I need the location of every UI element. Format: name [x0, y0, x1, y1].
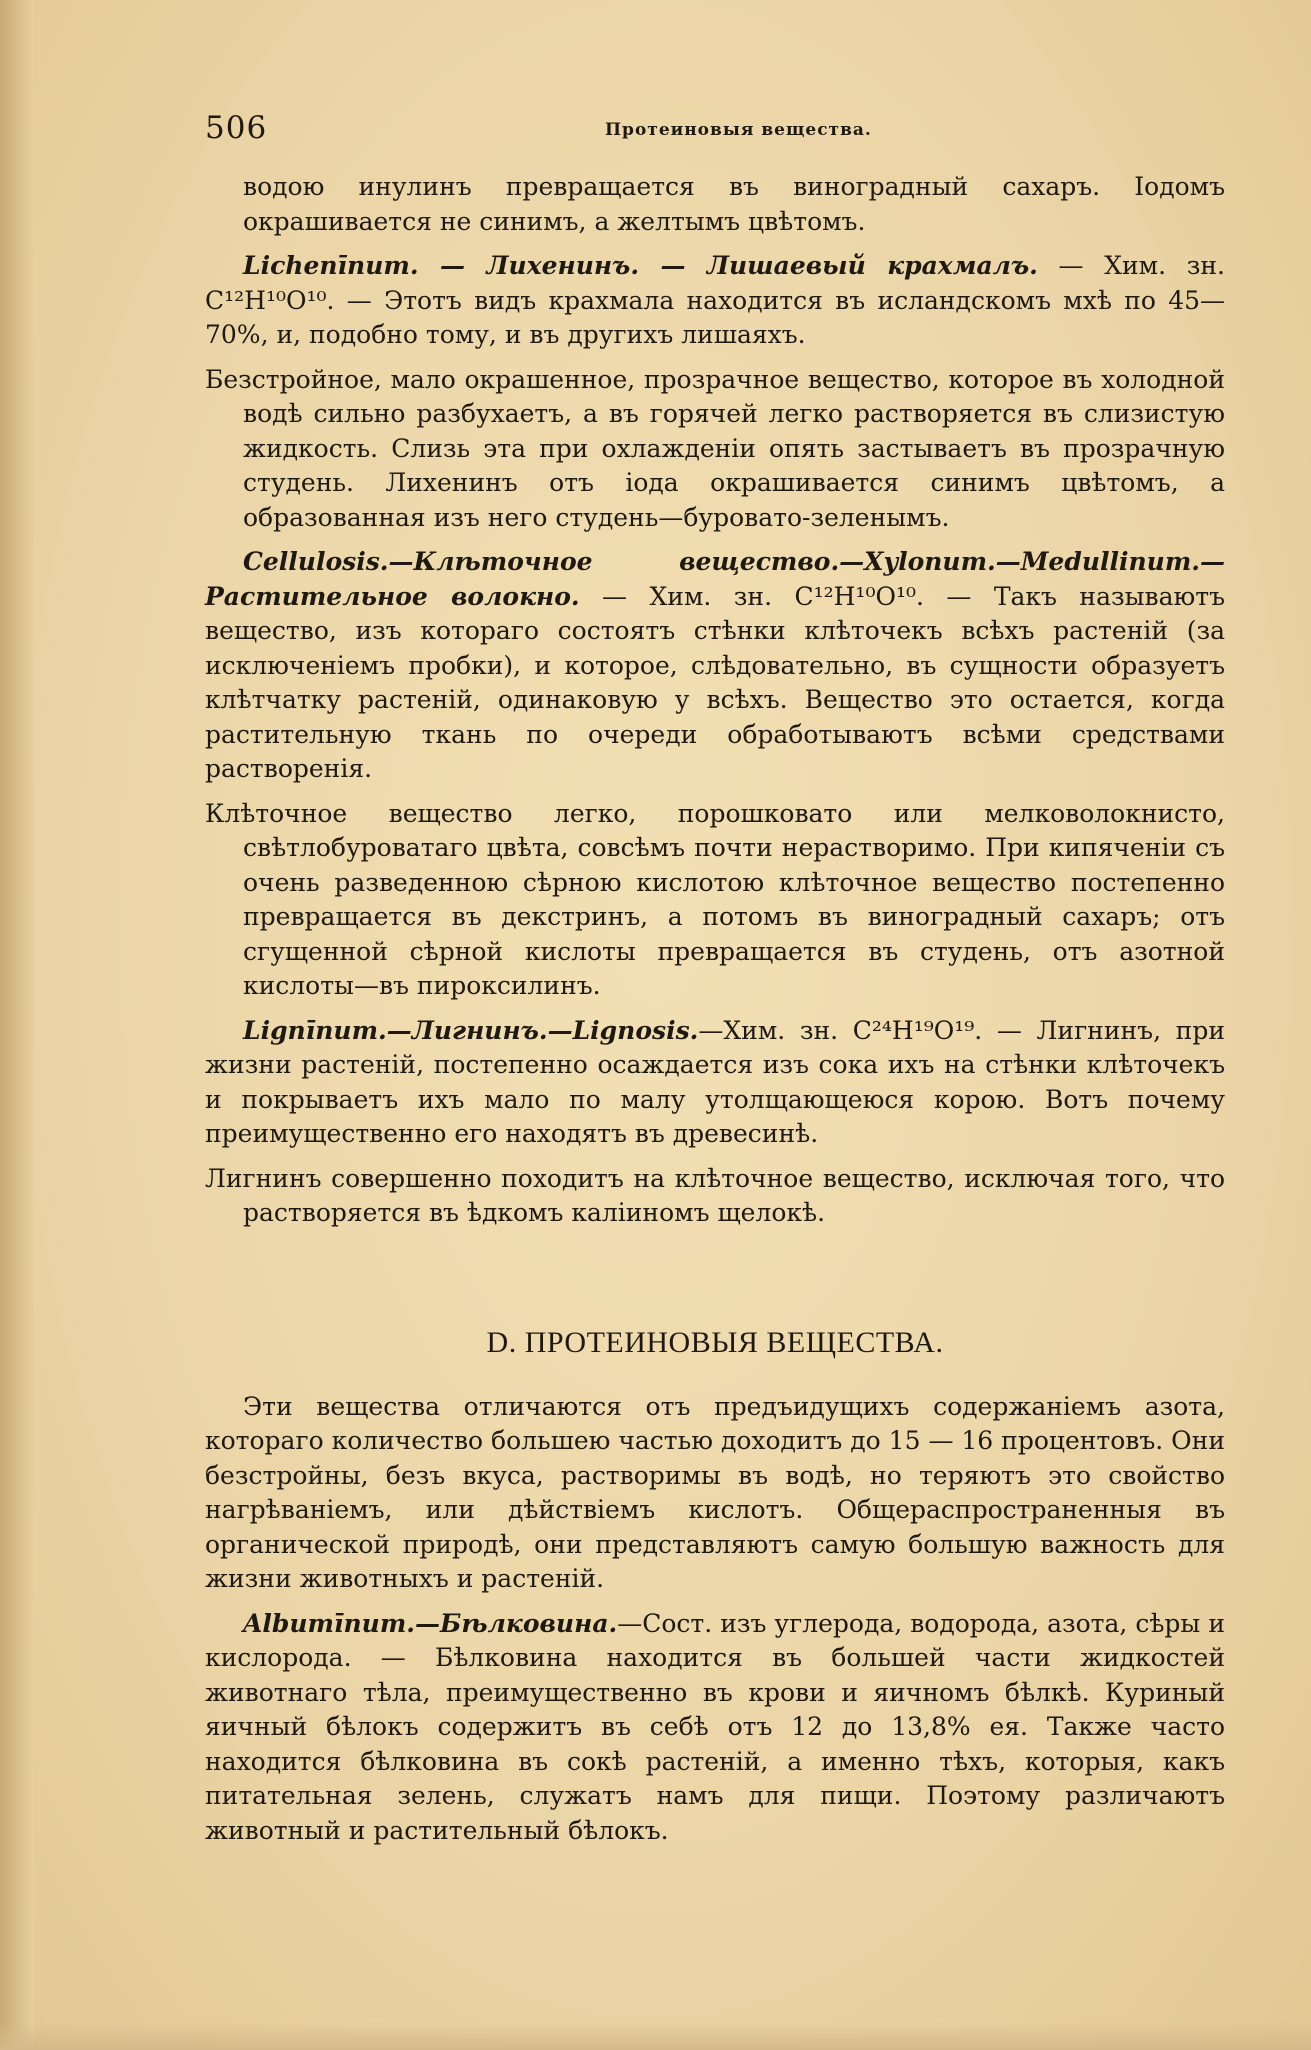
entry-text: — Хим. зн. C¹²H¹⁰O¹⁰. — Такъ называютъ вещество, изъ котораго состоятъ стѣнки клѣточекъ всѣхъ растеній (за исключеніемъ пробки), и которое, слѣдовательно, въ сущности образуетъ клѣтчатку растеній, одинаковую у всѣхъ. Вещество это остается, когда растительную ткань по очереди обработываютъ всѣми средствами растворенія. [205, 581, 1225, 783]
paragraph-inulin-continued [205, 170, 1225, 239]
section-title: D. ПРОТЕИНОВЫЯ ВЕЩЕСТВА. [486, 1325, 944, 1359]
entry-albumin [205, 1607, 1225, 1849]
entry-lignin [205, 1014, 1225, 1152]
paragraph-text: Безстройное, мало окрашенное, прозрачное вещество, которое въ холодной водѣ сильно разбухаетъ, а въ горячей легко растворяется въ слизистую жидкость. Слизь эта при охлажденіи опять застываетъ въ прозрачную студень. Лихенинъ отъ іода окрашивается синимъ цвѣтомъ, а образованная изъ него студень—буровато-зеленымъ. [205, 364, 1225, 532]
entry-text: —Хим. зн. C²⁴H¹⁹O¹⁹. — Лигнинъ, при жизни растеній, постепенно осаждается изъ сока ихъ на стѣнки клѣточекъ и покрываетъ ихъ мало по малу утолщающеюся корою. Вотъ почему преимущественно его находятъ въ древесинѣ. [205, 1015, 1225, 1148]
entry-cellulosis [205, 545, 1225, 787]
paragraph-text: водою инулинъ превращается въ виноградный сахаръ. Іодомъ окрашивается не синимъ, а желтымъ цвѣтомъ. [243, 172, 1225, 236]
paragraph-lichenin-description [205, 363, 1225, 536]
entry-term: Cellulosis.—Клѣточное вещество.—Xylonum.—Medullinum.—Растительное волокно. [205, 547, 1225, 611]
entry-text: —Сост. изъ углерода, водорода, азота, сѣры и кислорода. — Бѣлковина находится въ большей части жидкостей животнаго тѣла, преимущественно въ крови и яичномъ бѣлкѣ. Куриный яичный бѣлокъ содержитъ въ себѣ отъ 12 до 13,8% ея. Также часто находится бѣлковина въ сокѣ растеній, а именно тѣхъ, которыя, какъ питательная зелень, служатъ намъ для пищи. Поэтому различаютъ животный и растительный бѣлокъ. [205, 1608, 1225, 1845]
paragraph-text: Эти вещества отличаются отъ предъидущихъ содержаніемъ азота, котораго количество большею частью доходитъ до 15 — 16 процентовъ. Они безстройны, безъ вкуса, растворимы въ водѣ, но теряютъ это свойство нагрѣваніемъ, или дѣйствіемъ кислотъ. Общераспространенныя въ органической природѣ, они представляютъ самую большую важность для жизни животныхъ и растеній. [205, 1391, 1225, 1593]
page-bottom-edge-shadow [0, 2022, 1311, 2050]
entry-lichenin [205, 249, 1225, 353]
page-header [205, 110, 1225, 150]
paragraph-text: Лигнинъ совершенно походитъ на клѣточное вещество, исключая того, что растворяется въ ѣдкомъ каліиномъ щелокѣ. [205, 1163, 1225, 1227]
entry-term: Albumīnum.—Бѣлковина. [243, 1608, 618, 1638]
page-body [205, 170, 1225, 1858]
paragraph-text: Клѣточное вещество легко, порошковато или мелковолокнисто, свѣтлобуроватаго цвѣта, совсѣмъ почти нерастворимо. При кипяченіи съ очень разведенною сѣрною кислотою клѣточное вещество постепенно превращается въ декстринъ, а потомъ въ виноградный сахаръ; отъ сгущенной сѣрной кислоты превращается въ студень, отъ азотной кислоты—въ пироксилинъ. [205, 798, 1225, 1000]
page-left-edge-shadow [0, 0, 34, 2050]
entry-term: Lignīnum.—Лигнинъ.—Lignosis. [243, 1015, 699, 1045]
paragraph-cellulose-description [205, 797, 1225, 1004]
paragraph-protein-intro [205, 1390, 1225, 1597]
page-number: 506 [205, 110, 268, 146]
entry-text: — Хим. зн. C¹²H¹⁰O¹⁰. — Этотъ видъ крахмала находится въ исландскомъ мхѣ по 45—70%, и, подобно тому, и въ другихъ лишаяхъ. [205, 251, 1225, 349]
paragraph-lignin-description [205, 1162, 1225, 1231]
running-head: Протеиновыя вещества. [605, 120, 872, 140]
entry-term: Lichenīnum. — Лихенинъ. — Лишаевый крахмалъ. [243, 251, 1038, 280]
